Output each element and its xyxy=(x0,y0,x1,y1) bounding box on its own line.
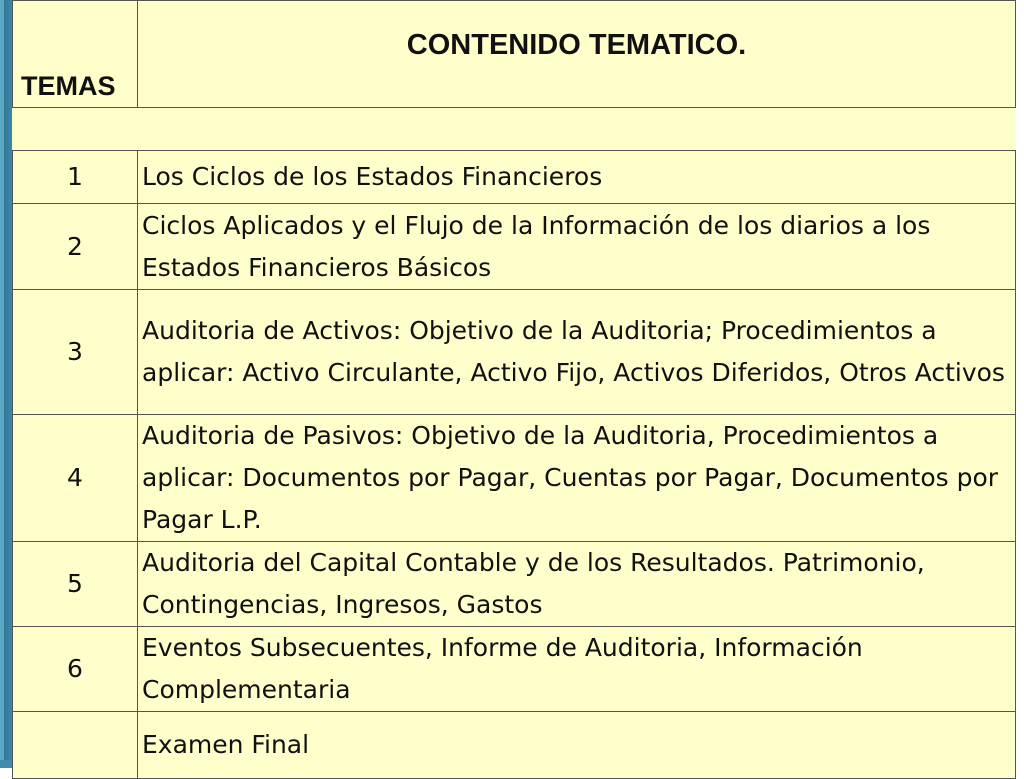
spacer-row xyxy=(13,108,1016,151)
tema-number: 5 xyxy=(13,542,138,627)
table-row xyxy=(13,415,1016,542)
table-row xyxy=(13,627,1016,712)
tema-content: Ciclos Aplicados y el Flujo de la Información de los diarios a los Estados Financieros Básicos xyxy=(138,204,1016,290)
tema-content: Eventos Subsecuentes, Informe de Auditoria, Información Complementaria xyxy=(138,627,1016,712)
tema-number: 4 xyxy=(13,415,138,542)
table-row xyxy=(13,204,1016,290)
table-row xyxy=(13,290,1016,415)
tema-content: Los Ciclos de los Estados Financieros xyxy=(138,151,1016,204)
tema-number: 6 xyxy=(13,627,138,712)
header-contenido-tematico: CONTENIDO TEMATICO. xyxy=(138,1,1016,108)
temas-table xyxy=(12,0,1016,779)
tema-number: 3 xyxy=(13,290,138,415)
tema-number xyxy=(13,712,138,779)
table-row xyxy=(13,542,1016,627)
table-header-row xyxy=(13,1,1016,108)
tema-content: Examen Final xyxy=(138,712,1016,779)
table-row xyxy=(13,712,1016,779)
table-row xyxy=(13,151,1016,204)
tema-number: 2 xyxy=(13,204,138,290)
tema-content: Auditoria de Pasivos: Objetivo de la Auditoria, Procedimientos a aplicar: Documentos por Pagar, Cuentas por Pagar, Documentos por Pagar L.P. xyxy=(138,415,1016,542)
tema-content: Auditoria del Capital Contable y de los Resultados. Patrimonio, Contingencias, Ingresos, Gastos xyxy=(138,542,1016,627)
tema-number: 1 xyxy=(13,151,138,204)
tema-content: Auditoria de Activos: Objetivo de la Auditoria; Procedimientos a aplicar: Activo Circulante, Activo Fijo, Activos Diferidos, Otros Activos xyxy=(138,290,1016,415)
header-temas: TEMAS xyxy=(13,1,138,108)
left-accent-strip xyxy=(0,0,4,768)
